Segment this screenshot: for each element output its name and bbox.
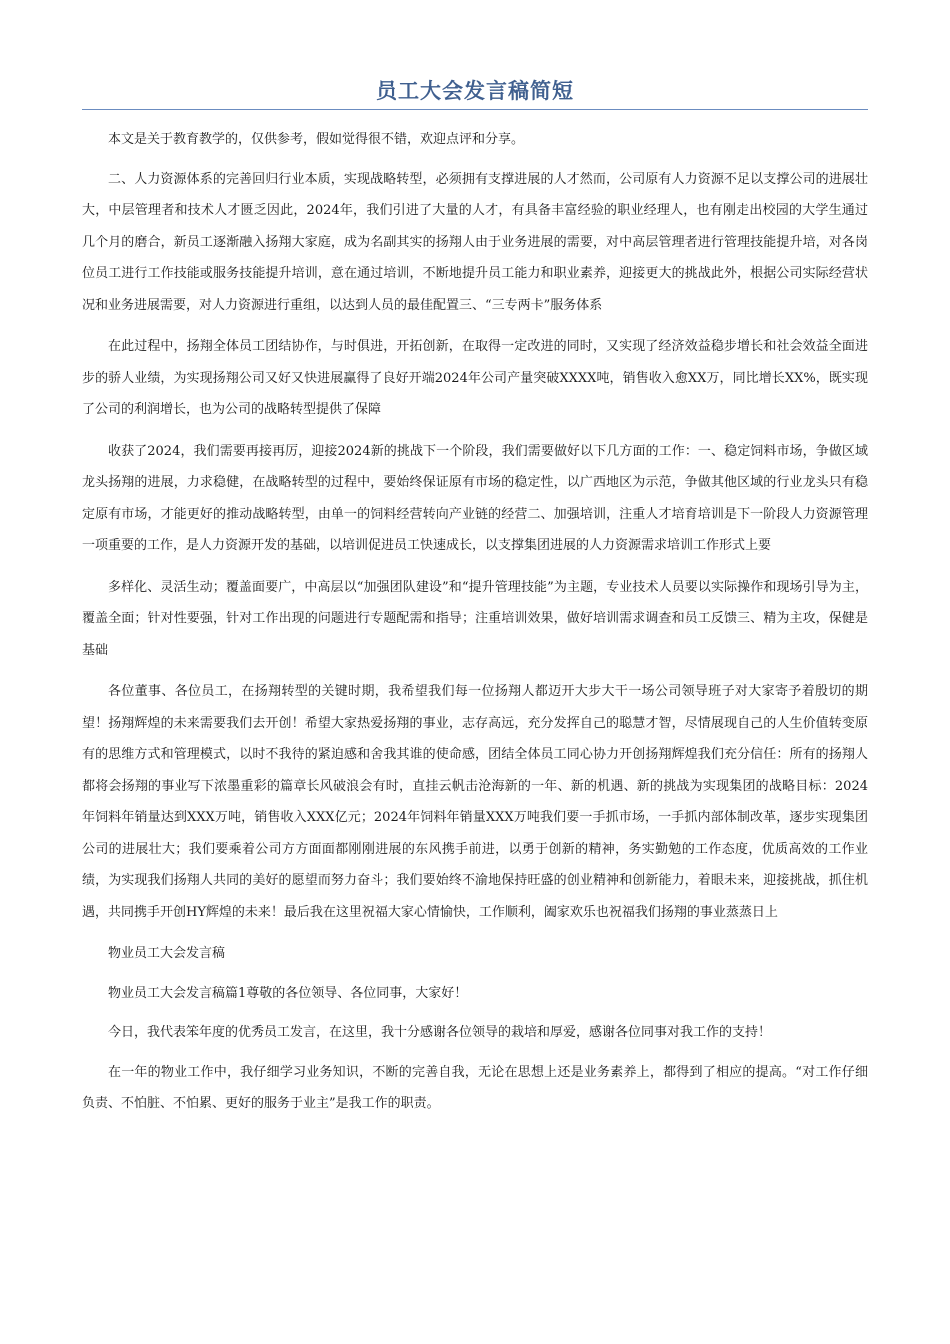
paragraph-hr-system: 二、人力资源体系的完善回归行业本质，实现战略转型，必须拥有支撑进展的人才然而，公司原有人力资源不足以支撑公司的进展壮大，中层管理者和技术人才匮乏因此，2024年，我们引进了大量的人才，有具备丰富经验的职业经理人，也有刚走出校园的大学生通过几个月的磨合，新员工逐渐融入扬翔大家庭，成为名副其实的扬翔人由于业务进展的需要，对中高层管理者进行管理技能提升培，对各岗位员工进行工作技能或服务技能提升培训，意在通过培训，不断地提升员工能力和职业素养，迎接更大的挑战此外，根据公司实际经营状况和业务进展需要，对人力资源进行重组，以达到人员的最佳配置三、“三专两卡”服务体系 [82, 171, 868, 313]
paragraph-greeting: 物业员工大会发言稿篇1尊敬的各位领导、各位同事，大家好！ [108, 985, 468, 1001]
paragraph-closing-remarks: 各位董事、各位员工，在扬翔转型的关键时期，我希望我们每一位扬翔人都迈开大步大干一场公司领导班子对大家寄予着殷切的期望！扬翔辉煌的未来需要我们去开创！希望大家热爱扬翔的事业，志存高远，充分发挥自己的聪慧才智，尽情展现自己的人生价值转变原有的思维方式和管理模式，以时不我待的紧迫感和舍我其谁的使命感，团结全体员工同心协力开创扬翔辉煌我们充分信任：所有的扬翔人都将会扬翔的事业写下浓墨重彩的篇章长风破浪会有时，直挂云帆击沧海新的一年、新的机遇、新的挑战为实现集团的战略目标：2024年饲料年销量达到XXX万吨，销售收入XXX亿元；2024年饲料年销量XXX万吨我们要一手抓市场，一手抓内部体制改革，逐步实现集团公司的进展壮大；我们要乘着公司方方面面都刚刚进展的东风携手前进，以勇于创新的精神，务实勤勉的工作态度，优质高效的工作业绩，为实现我们扬翔人共同的美好的愿望而努力奋斗；我们要始终不渝地保持旺盛的创业精神和创新能力，着眼未来，迎接挑战，抓住机遇，共同携手开创HY辉煌的未来！最后我在这里祝福大家心情愉快，工作顺利，阖家欢乐也祝福我们扬翔的事业蒸蒸日上 [82, 684, 868, 920]
paragraph-intro: 本文是关于教育教学的，仅供参考，假如觉得很不错，欢迎点评和分享。 [108, 132, 525, 147]
paragraph-training: 多样化、灵活生动；覆盖面要广，中高层以“加强团队建设”和“提升管理技能”为主题，专业技术人员要以实际操作和现场引导为主，覆盖全面；针对性要强，针对工作出现的问题进行专题配需和指导；注重培训效果，做好培训需求调查和员工反馈三、精为主攻，保健是基础 [82, 579, 868, 658]
document-page [82, 76, 868, 1130]
paragraph-achievements: 在此过程中，扬翔全体员工团结协作，与时俱进，开拓创新，在取得一定改进的同时，又实现了经济效益稳步增长和社会效益全面进步的骄人业绩，为实现扬翔公司又好又快进展赢得了良好开端2024年公司产量突破XXXX吨，销售收入愈XX万，同比增长XX%，既实现了公司的利润增长，也为公司的战略转型提供了保障 [82, 339, 868, 417]
paragraph-work-duties: 在一年的物业工作中，我仔细学习业务知识，不断的完善自我，无论在思想上还是业务素养上，都得到了相应的提高。“对工作仔细负责、不怕脏、不怕累、更好的服务于业主”是我工作的职责。 [82, 1064, 868, 1111]
paragraph-next-steps: 收获了2024，我们需要再接再厉，迎接2024新的挑战下一个阶段，我们需要做好以下几方面的工作：一、稳定饲料市场，争做区域龙头扬翔的进展，力求稳健，在战略转型的过程中，要始终保证原有市场的稳定性，以广西地区为示范，争做其他区域的行业龙头只有稳定原有市场，才能更好的推动战略转型，由单一的饲料经营转向产业链的经营二、加强培训，注重人才培育培训是下一阶段人力资源管理一项重要的工作，是人力资源开发的基础，以培训促进员工快速成长，以支撑集团进展的人力资源需求培训工作形式上要 [82, 443, 868, 553]
document-body [82, 124, 868, 1120]
title-underline [82, 109, 868, 110]
document-title: 员工大会发言稿简短 [376, 78, 574, 103]
paragraph-thanks: 今日，我代表笨年度的优秀员工发言，在这里，我十分感谢各位领导的栽培和厚爱，感谢各位同事对我工作的支持！ [108, 1025, 772, 1040]
paragraph-section-heading: 物业员工大会发言稿 [108, 946, 226, 961]
